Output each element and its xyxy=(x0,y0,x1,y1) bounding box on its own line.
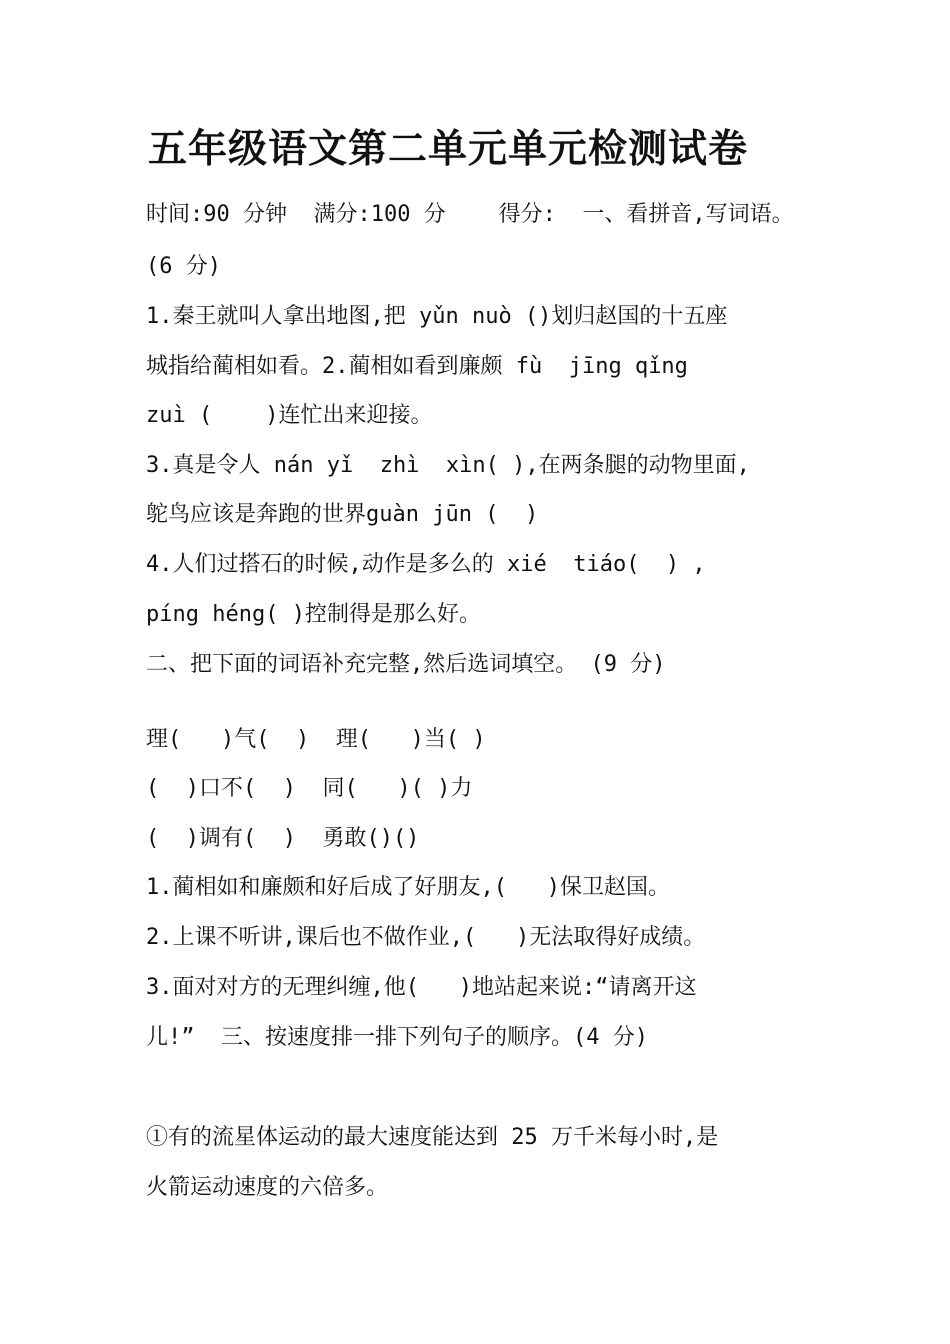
question-line: 1.蔺相如和廉颇和好后成了好朋友,( )保卫赵国。 xyxy=(146,875,670,900)
question-line: zuì ( )连忙出来迎接。 xyxy=(146,403,433,428)
sentence-item: ①有的流星体运动的最大速度能达到 25 万千米每小时,是 xyxy=(146,1125,719,1150)
section-score-line: (6 分) xyxy=(146,254,221,279)
question-line: 3.面对对方的无理纠缠,他( )地站起来说:“请离开这 xyxy=(146,975,697,1000)
question-line: 城指给蔺相如看。2.蔺相如看到廉颇 fù jīng qǐng xyxy=(146,354,688,379)
question-line: 2.上课不听讲,课后也不做作业,( )无法取得好成绩。 xyxy=(146,925,706,950)
word-fill-row: 理( )气( ) 理( )当( ) xyxy=(146,727,486,752)
sentence-item: 火箭运动速度的六倍多。 xyxy=(146,1175,389,1200)
question-line: píng héng( )控制得是那么好。 xyxy=(146,602,481,627)
exam-title: 五年级语文第二单元单元检测试卷 xyxy=(148,126,749,172)
question-line: 1.秦王就叫人拿出地图,把 yǔn nuò ()划归赵国的十五座 xyxy=(146,304,728,329)
section-heading: 二、把下面的词语补充完整,然后选词填空。 (9 分) xyxy=(146,652,666,677)
exam-info-line: 时间:90 分钟 满分:100 分 得分: 一、看拼音,写词语。 xyxy=(146,202,794,227)
question-line: 3.真是令人 nán yǐ zhì xìn( ),在两条腿的动物里面, xyxy=(146,453,750,478)
question-line: 鸵鸟应该是奔跑的世界guàn jūn ( ) xyxy=(146,502,539,527)
word-fill-row: ( )口不( ) 同( )( )力 xyxy=(146,776,473,801)
question-line: 4.人们过搭石的时候,动作是多么的 xié tiáo( ) , xyxy=(146,552,706,577)
word-fill-row: ( )调有( ) 勇敢()() xyxy=(146,826,420,851)
section-heading: 儿!” 三、按速度排一排下列句子的顺序。(4 分) xyxy=(146,1025,648,1050)
